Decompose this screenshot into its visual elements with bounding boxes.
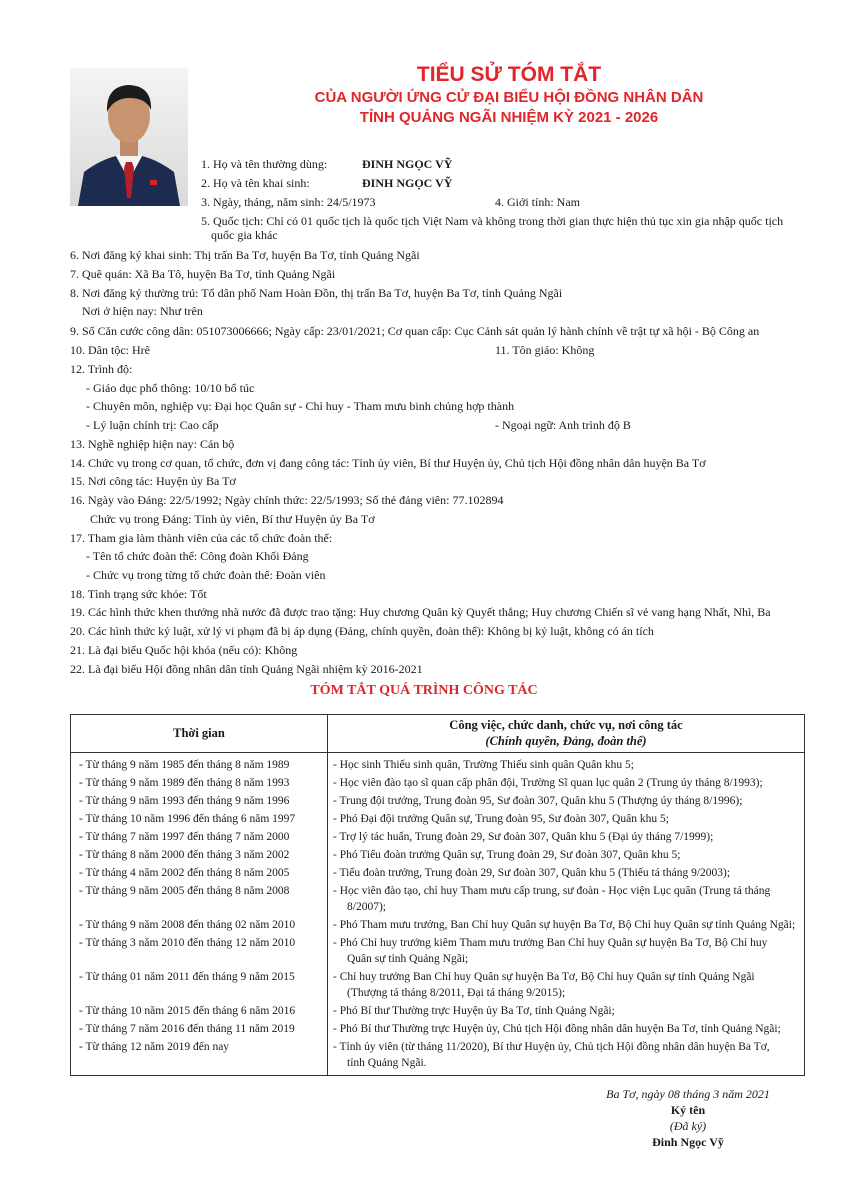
birth-name-value: ĐINH NGỌC VỸ — [362, 176, 453, 190]
current-residence: Nơi ở hiện nay: Như trên — [82, 304, 203, 318]
table-cell-job — [333, 793, 803, 809]
bio-line-1 — [201, 156, 327, 172]
work-history-table — [70, 714, 805, 1076]
organization-role: - Chức vụ trong từng tổ chức đoàn thể: Đoàn viên — [86, 568, 326, 582]
job-line-continued: 8/2007); — [347, 901, 386, 913]
table-cell-time: - Từ tháng 3 năm 2010 đến tháng 12 năm 2010 — [79, 937, 296, 949]
job-line: - Trung đội trưởng, Trung đoàn 95, Sư đoàn 307, Quân khu 5 (Thượng úy tháng 8/1996); — [333, 795, 743, 807]
table-column-divider — [327, 715, 328, 1075]
table-cell-time: - Từ tháng 9 năm 1985 đến tháng 8 năm 1989 — [79, 759, 290, 771]
organizations-heading: 17. Tham gia làm thành viên của các tổ chức đoàn thể: — [70, 531, 333, 545]
party-position: Chức vụ trong Đảng: Tỉnh ủy viên, Bí thư Huyện ủy Ba Tơ — [90, 512, 375, 526]
health-status: 18. Tình trạng sức khỏe: Tốt — [70, 587, 207, 601]
job-line: - Trợ lý tác huấn, Trung đoàn 29, Sư đoàn 307, Quân khu 5 (Đại úy tháng 7/1999); — [333, 831, 714, 843]
table-cell-time: - Từ tháng 10 năm 1996 đến tháng 6 năm 1997 — [79, 813, 296, 825]
common-name-label: 1. Họ và tên thường dùng: — [201, 157, 328, 171]
hometown: 7. Quê quán: Xã Ba Tô, huyện Ba Tơ, tỉnh Quảng Ngãi — [70, 267, 336, 281]
birth-name-label: 2. Họ và tên khai sinh: — [201, 176, 310, 190]
document-subtitle-1: CỦA NGƯỜI ỨNG CỬ ĐẠI BIỂU HỘI ĐỒNG NHÂN DÂN — [314, 89, 704, 106]
signature-block — [588, 1086, 788, 1150]
current-position: 14. Chức vụ trong cơ quan, tổ chức, đơn vị đang công tác: Tỉnh ủy viên, Bí thư Huyện ủy, Chủ tịch Hội đồng nhân dân huyện Ba Tơ — [70, 456, 706, 470]
job-line: - Phó Bí thư Thường trực Huyện ủy Ba Tơ, tỉnh Quảng Ngãi; — [333, 1005, 615, 1017]
table-cell-job — [333, 935, 803, 967]
document-header — [170, 62, 848, 128]
table-header-divider — [71, 752, 804, 753]
citizen-id: 9. Số Căn cước công dân: 051073006666; Ngày cấp: 23/01/2021; Cơ quan cấp: Cục Cảnh sát quản lý hành chính về trật tự xã hội - Bộ Công an — [70, 324, 760, 338]
table-cell-job — [333, 829, 803, 845]
job-line: - Chỉ huy trưởng Ban Chỉ huy Quân sự huyện Ba Tơ, Bộ Chỉ huy Quân sự tỉnh Quảng Ngãi — [333, 971, 755, 983]
table-cell-job — [333, 811, 803, 827]
permanent-residence: 8. Nơi đăng ký thường trú: Tổ dân phố Nam Hoàn Đồn, thị trấn Ba Tơ, huyện Ba Tơ, tỉnh Quảng Ngãi — [70, 286, 563, 300]
organization-name: - Tên tổ chức đoàn thể: Công đoàn Khối Đảng — [86, 549, 309, 563]
table-cell-job — [333, 757, 803, 773]
table-cell-time: - Từ tháng 9 năm 1993 đến tháng 9 năm 1996 — [79, 795, 290, 807]
birth-registration: 6. Nơi đăng ký khai sinh: Thị trấn Ba Tơ, huyện Ba Tơ, tỉnh Quảng Ngãi — [70, 248, 420, 262]
signer-name: Đinh Ngọc Vỹ — [652, 1135, 724, 1149]
job-line-continued: (Thượng tá tháng 8/2011, Đại tá tháng 9/2015); — [347, 987, 566, 999]
job-line: - Học viên đào tạo, chỉ huy Tham mưu cấp trung, sư đoàn - Học viện Lục quân (Trung tá tháng — [333, 885, 771, 897]
job-line: - Phó Bí thư Thường trực Huyện ủy, Chủ tịch Hội đồng nhân dân huyện Ba Tơ, tỉnh Quảng Ngãi; — [333, 1023, 781, 1035]
birth-date: 3. Ngày, tháng, năm sinh: 24/5/1973 — [201, 195, 376, 209]
disciplinary-record: 20. Các hình thức kỷ luật, xử lý vi phạm đã bị áp dụng (Đảng, chính quyền, đoàn thể): Không bị kỷ luật, không có án tích — [70, 624, 654, 638]
professional-qualification: - Chuyên môn, nghiệp vụ: Đại học Quân sự - Chỉ huy - Tham mưu binh chủng hợp thành — [86, 399, 515, 413]
column-header-job-line-1: Công việc, chức danh, chức vụ, nơi công tác — [449, 718, 683, 732]
job-line: - Phó Tiểu đoàn trưởng Quân sự, Trung đoàn 29, Sư đoàn 307, Quân khu 5; — [333, 849, 681, 861]
general-education: - Giáo dục phổ thông: 10/10 bổ túc — [86, 381, 255, 395]
portrait-photo — [70, 68, 188, 206]
table-cell-job — [333, 775, 803, 791]
table-cell-time: - Từ tháng 9 năm 1989 đến tháng 8 năm 1993 — [79, 777, 290, 789]
column-header-job — [328, 717, 804, 749]
religion: 11. Tôn giáo: Không — [495, 343, 595, 357]
table-cell-time: - Từ tháng 9 năm 2008 đến tháng 02 năm 2010 — [79, 919, 296, 931]
job-line: - Học viên đào tạo sĩ quan cấp phân đội, Trường Sĩ quan lục quân 2 (Trung úy tháng 8/1993); — [333, 777, 763, 789]
job-line: - Tiểu đoàn trưởng, Trung đoàn 29, Sư đoàn 307, Quân khu 5 (Thiếu tá tháng 9/2003); — [333, 867, 731, 879]
nationality-line-2: quốc gia khác — [211, 228, 278, 242]
nationality-line-1: 5. Quốc tịch: Chỉ có 01 quốc tịch là quốc tịch Việt Nam và không trong thời gian thực hiện thủ tục xin gia nhập quốc tịch — [201, 214, 784, 228]
political-theory: - Lý luận chính trị: Cao cấp — [86, 418, 219, 432]
table-cell-time: - Từ tháng 8 năm 2000 đến tháng 3 năm 2002 — [79, 849, 290, 861]
job-line: - Tỉnh ủy viên (từ tháng 11/2020), Bí thư Huyện ủy, Chủ tịch Hội đồng nhân dân huyện Ba Tơ, — [333, 1041, 770, 1053]
job-line: - Phó Tham mưu trưởng, Ban Chỉ huy Quân sự huyện Ba Tơ, Bộ Chỉ huy Quân sự tỉnh Quảng Ngãi; — [333, 919, 796, 931]
current-occupation: 13. Nghề nghiệp hiện nay: Cán bộ — [70, 437, 235, 451]
party-membership: 16. Ngày vào Đảng: 22/5/1992; Ngày chính thức: 22/5/1993; Số thẻ đảng viên: 77.102894 — [70, 493, 504, 507]
table-cell-job — [333, 1021, 803, 1037]
foreign-language: - Ngoại ngữ: Anh trình độ B — [495, 418, 631, 432]
national-assembly-delegate: 21. Là đại biểu Quốc hội khóa (nếu có): Không — [70, 643, 298, 657]
job-line: - Phó Chỉ huy trưởng kiêm Tham mưu trưởng Ban Chỉ huy Quân sự huyện Ba Tơ, Bộ Chỉ huy — [333, 937, 768, 949]
column-header-time: Thời gian — [173, 726, 225, 740]
table-cell-time: - Từ tháng 12 năm 2019 đến nay — [79, 1041, 230, 1053]
education-heading: 12. Trình độ: — [70, 362, 133, 376]
job-line-continued: Quân sự tỉnh Quảng Ngãi; — [347, 953, 469, 965]
table-cell-job — [333, 1003, 803, 1019]
table-cell-time: - Từ tháng 01 năm 2011 đến tháng 9 năm 2015 — [79, 971, 295, 983]
workplace: 15. Nơi công tác: Huyện ủy Ba Tơ — [70, 474, 236, 488]
signed-note: (Đã ký) — [669, 1119, 707, 1133]
table-cell-job — [333, 917, 803, 933]
table-cell-job — [333, 847, 803, 863]
place-date: Ba Tơ, ngày 08 tháng 3 năm 2021 — [606, 1087, 770, 1101]
job-line: - Phó Đại đội trưởng Quân sự, Trung đoàn 95, Sư đoàn 307, Quân khu 5; — [333, 813, 669, 825]
table-cell-job — [333, 883, 803, 915]
gender: 4. Giới tính: Nam — [495, 195, 581, 209]
sign-label: Ký tên — [670, 1103, 706, 1117]
column-header-job-line-2: (Chính quyền, Đảng, đoàn thể) — [485, 734, 647, 748]
table-cell-job — [333, 865, 803, 881]
document-title: TIỂU SỬ TÓM TẮT — [416, 63, 602, 86]
document-subtitle-2: TỈNH QUẢNG NGÃI NHIỆM KỲ 2021 - 2026 — [359, 109, 659, 126]
job-line-continued: tỉnh Quảng Ngãi. — [347, 1057, 427, 1069]
table-cell-job — [333, 1039, 803, 1071]
table-cell-time: - Từ tháng 9 năm 2005 đến tháng 8 năm 2008 — [79, 885, 290, 897]
table-cell-time: - Từ tháng 4 năm 2002 đến tháng 8 năm 2005 — [79, 867, 290, 879]
table-cell-time: - Từ tháng 7 năm 2016 đến tháng 11 năm 2019 — [79, 1023, 295, 1035]
job-line: - Học sinh Thiếu sinh quân, Trường Thiếu sinh quân Quân khu 5; — [333, 759, 634, 771]
table-cell-time: - Từ tháng 7 năm 1997 đến tháng 7 năm 2000 — [79, 831, 290, 843]
ethnicity: 10. Dân tộc: Hrê — [70, 343, 150, 357]
provincial-council-delegate: 22. Là đại biểu Hội đồng nhân dân tỉnh Quảng Ngãi nhiệm kỳ 2016-2021 — [70, 662, 423, 676]
table-cell-job — [333, 969, 803, 1001]
awards: 19. Các hình thức khen thưởng nhà nước đã được trao tặng: Huy chương Quân kỳ Quyết thắng; Huy chương Chiến sĩ vẻ vang hạng Nhất, Nhì, Ba — [70, 605, 771, 619]
work-history-title: TÓM TẮT QUÁ TRÌNH CÔNG TÁC — [310, 683, 538, 698]
table-cell-time: - Từ tháng 10 năm 2015 đến tháng 6 năm 2016 — [79, 1005, 296, 1017]
common-name-value: ĐINH NGỌC VỸ — [362, 157, 453, 171]
